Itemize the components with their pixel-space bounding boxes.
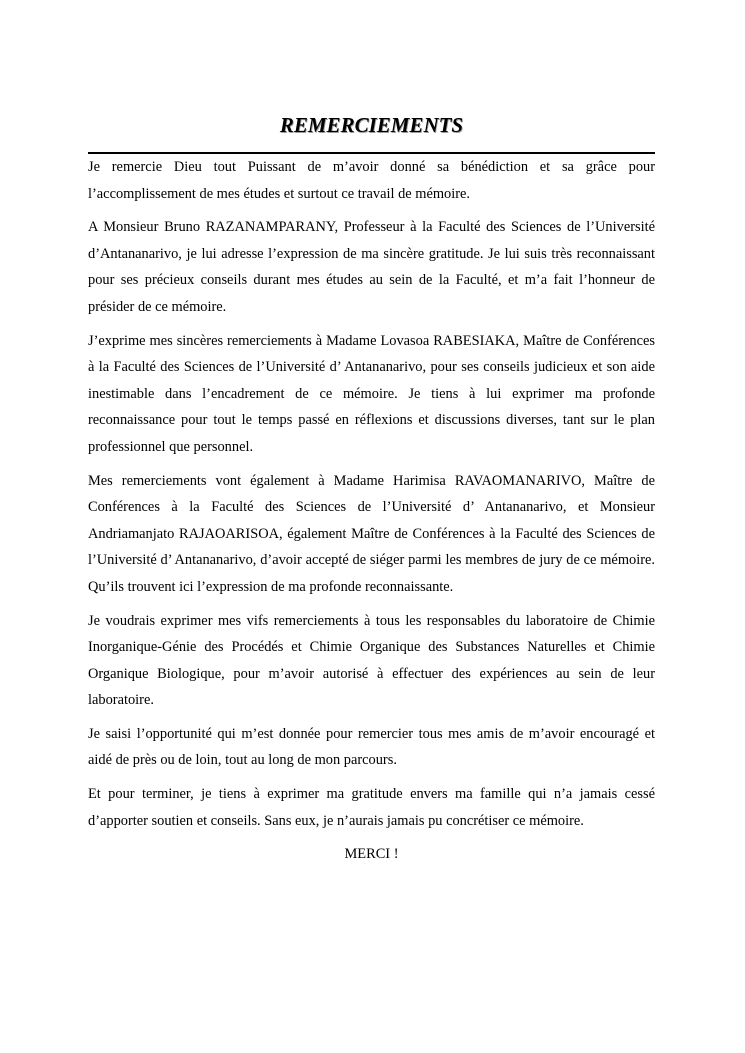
paragraph-7: Et pour terminer, je tiens à exprimer ma gratitude envers ma famille qui n’a jamais cessé d’apporter soutien et conseils. Sans eux, je n’aurais jamais pu concrétiser ce mémoire. bbox=[88, 786, 655, 829]
page-title: REMERCIEMENTS bbox=[279, 113, 464, 137]
paragraph-3: J’exprime mes sincères remerciements à Madame Lovasoa RABESIAKA, Maître de Conférences à la Faculté des Sciences de l’Université d’ Antananarivo, pour ses conseils judicieux et son aide inestimable dans l’encadrement de ce mémoire. Je tiens à lui exprimer ma profonde reconnaissance pour tout le temps passé en réflexions et discussions diverses, tant sur le plan professionnel que personnel. bbox=[88, 332, 655, 455]
paragraph-1: Je remercie Dieu tout Puissant de m’avoir donné sa bénédiction et sa grâce pour l’accomplissement de mes études et surtout ce travail de mémoire. bbox=[88, 159, 655, 202]
document-page bbox=[88, 112, 655, 867]
paragraph-5: Je voudrais exprimer mes vifs remerciements à tous les responsables du laboratoire de Chimie Inorganique-Génie des Procédés et Chimie Organique des Substances Naturelles et Chimie Organique Biologique, pour m’avoir autorisé à effectuer des expériences au sein de leur laboratoire. bbox=[88, 612, 655, 709]
paragraph-6: Je saisi l’opportunité qui m’est donnée pour remercier tous mes amis de m’avoir encouragé et aidé de près ou de loin, tout au long de mon parcours. bbox=[88, 725, 655, 769]
paragraph-2: A Monsieur Bruno RAZANAMPARANY, Professeur à la Faculté des Sciences de l’Université d’Antananarivo, je lui adresse l’expression de ma sincère gratitude. Je lui suis très reconnaissant pour ses précieux conseils durant mes études au sein de la Faculté, et m’a fait l’honneur de présider de ce mémoire. bbox=[88, 219, 655, 315]
closing-merci: MERCI ! bbox=[344, 846, 399, 863]
paragraph-4: Mes remerciements vont également à Madame Harimisa RAVAOMANARIVO, Maître de Conférences à la Faculté des Sciences de l’Université d’ Antananarivo, et Monsieur Andriamanjato RAJAOARISOA, également Maître de Conférences à la Faculté des Sciences de l’Université d’ Antananarivo, d’avoir accepté de siéger parmi les membres de jury de ce mémoire. Qu’ils trouvent ici l’expression de ma profonde reconnaissante. bbox=[88, 472, 655, 595]
